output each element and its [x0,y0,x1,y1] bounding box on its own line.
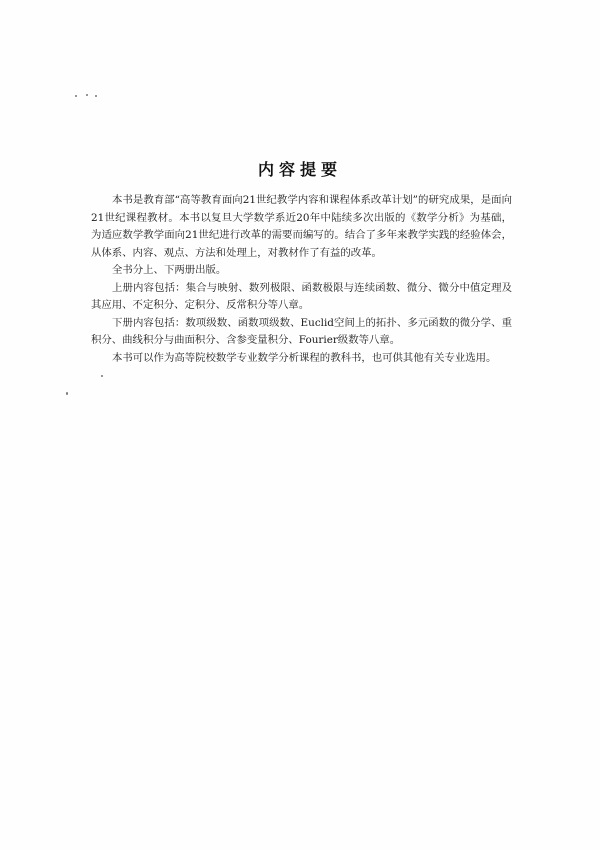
summary-paragraph: 上册内容包括：集合与映射、数列极限、函数极限与连续函数、微分、微分中值定理及其应用、不定积分、定积分、反常积分等八章。 [91,281,512,311]
summary-paragraph: 本书可以作为高等院校数学专业数学分析课程的教科书，也可供其他有关专业选用。 [112,351,497,364]
scan-speck [86,94,88,96]
summary-paragraph: 全书分上、下两册出版。 [112,264,227,276]
summary-body [91,192,512,367]
scan-speck [95,95,97,97]
summary-paragraph: 下册内容包括：数项级数、函数项级数、Euclid空间上的拓扑、多元函数的微分学、重积分、曲线积分与曲面积分、含参变量积分、Fourier级数等八章。 [91,316,512,346]
scan-speck [66,392,68,395]
scan-speck [101,375,103,377]
scan-speck [75,95,77,97]
page-title: 内容提要 [257,159,342,179]
summary-paragraph: 本书是教育部“高等教育面向21世纪教学内容和课程体系改革计划”的研究成果，是面向21世纪课程教材。本书以复旦大学数学系近20年中陆续多次出版的《数学分析》为基础，为适应数学教学面向21世纪进行改革的需要而编写的。结合了多年来教学实践的经验体会，从体系、内容、观点、方法和处理上，对教材作了有益的改革。 [91,194,512,259]
